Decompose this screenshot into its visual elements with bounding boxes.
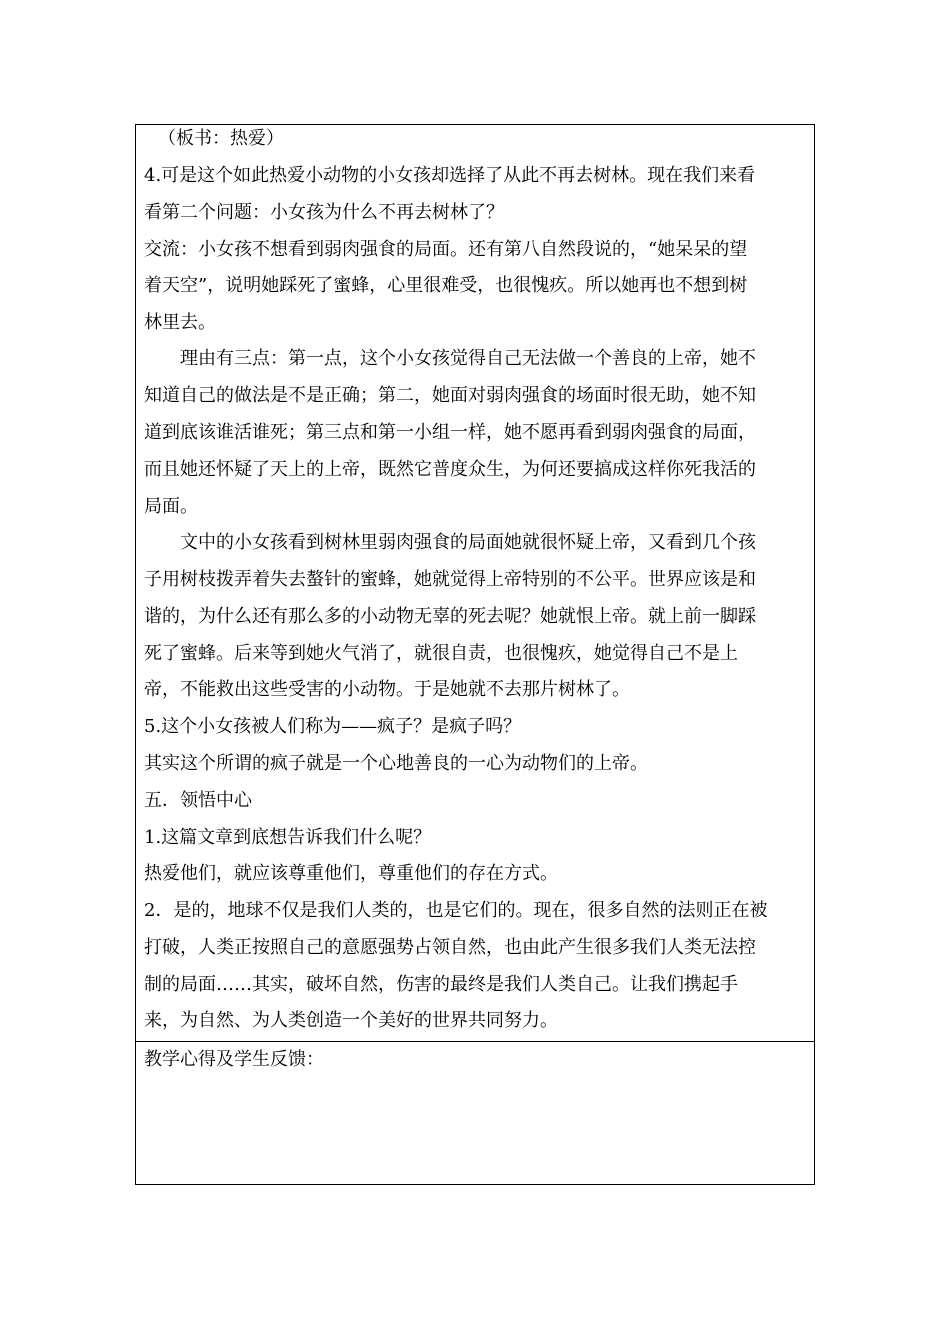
text-line: 而且她还怀疑了天上的上帝，既然它普度众生，为何还要搞成这样你死我活的 bbox=[144, 459, 756, 480]
text-line: 看第二个问题：小女孩为什么不再去树林了？ bbox=[144, 202, 504, 223]
text-line: 热爱他们，就应该尊重他们，尊重他们的存在方式。 bbox=[144, 863, 558, 884]
text-line: 帝，不能救出这些受害的小动物。于是她就不去那片树林了。 bbox=[144, 679, 630, 700]
text-line: 交流：小女孩不想看到弱肉强食的局面。还有第八自然段说的，“她呆呆的望 bbox=[144, 239, 748, 260]
text-line: 文中的小女孩看到树林里弱肉强食的局面她就很怀疑上帝，又看到几个孩 bbox=[180, 532, 756, 553]
text-line: （板书：热爱） bbox=[158, 128, 284, 149]
text-line: 着天空”，说明她踩死了蜜蜂，心里很难受，也很愧疚。所以她再也不想到树 bbox=[144, 275, 748, 296]
text-line: 5.这个小女孩被人们称为——疯子？是疯子吗？ bbox=[144, 716, 522, 737]
text-line: 道到底该谁活谁死；第三点和第一小组一样，她不愿再看到弱肉强食的局面， bbox=[144, 422, 756, 443]
lesson-content-cell bbox=[136, 125, 814, 1042]
text-line: 谐的，为什么还有那么多的小动物无辜的死去呢？她就恨上帝。就上前一脚踩 bbox=[144, 606, 756, 627]
text-line: 其实这个所谓的疯子就是一个心地善良的一心为动物们的上帝。 bbox=[144, 753, 648, 774]
text-line: 1.这篇文章到底想告诉我们什么呢？ bbox=[144, 827, 432, 848]
text-line: 2．是的，地球不仅是我们人类的，也是它们的。现在，很多自然的法则正在被 bbox=[144, 900, 768, 921]
text-line: 林里去。 bbox=[144, 312, 216, 333]
text-line: 制的局面……其实，破坏自然，伤害的最终是我们人类自己。让我们携起手 bbox=[144, 974, 738, 995]
text-line: 理由有三点：第一点，这个小女孩觉得自己无法做一个善良的上帝，她不 bbox=[180, 348, 756, 369]
text-line: 死了蜜蜂。后来等到她火气消了，就很自责，也很愧疚，她觉得自己不是上 bbox=[144, 643, 738, 664]
text-line: 4.可是这个如此热爱小动物的小女孩却选择了从此不再去树林。现在我们来看 bbox=[144, 165, 756, 186]
text-line: 来，为自然、为人类创造一个美好的世界共同努力。 bbox=[144, 1010, 558, 1031]
feedback-cell bbox=[136, 1042, 814, 1184]
feedback-label: 教学心得及学生反馈： bbox=[144, 1049, 324, 1070]
section-heading: 五．领悟中心 bbox=[144, 790, 252, 811]
text-line: 子用树枝拨弄着失去螯针的蜜蜂，她就觉得上帝特别的不公平。世界应该是和 bbox=[144, 569, 756, 590]
text-line: 局面。 bbox=[144, 496, 198, 517]
text-line: 知道自己的做法是不是正确；第二，她面对弱肉强食的场面时很无助，她不知 bbox=[144, 385, 756, 406]
lesson-table bbox=[135, 124, 815, 1185]
text-line: 打破，人类正按照自己的意愿强势占领自然，也由此产生很多我们人类无法控 bbox=[144, 937, 756, 958]
